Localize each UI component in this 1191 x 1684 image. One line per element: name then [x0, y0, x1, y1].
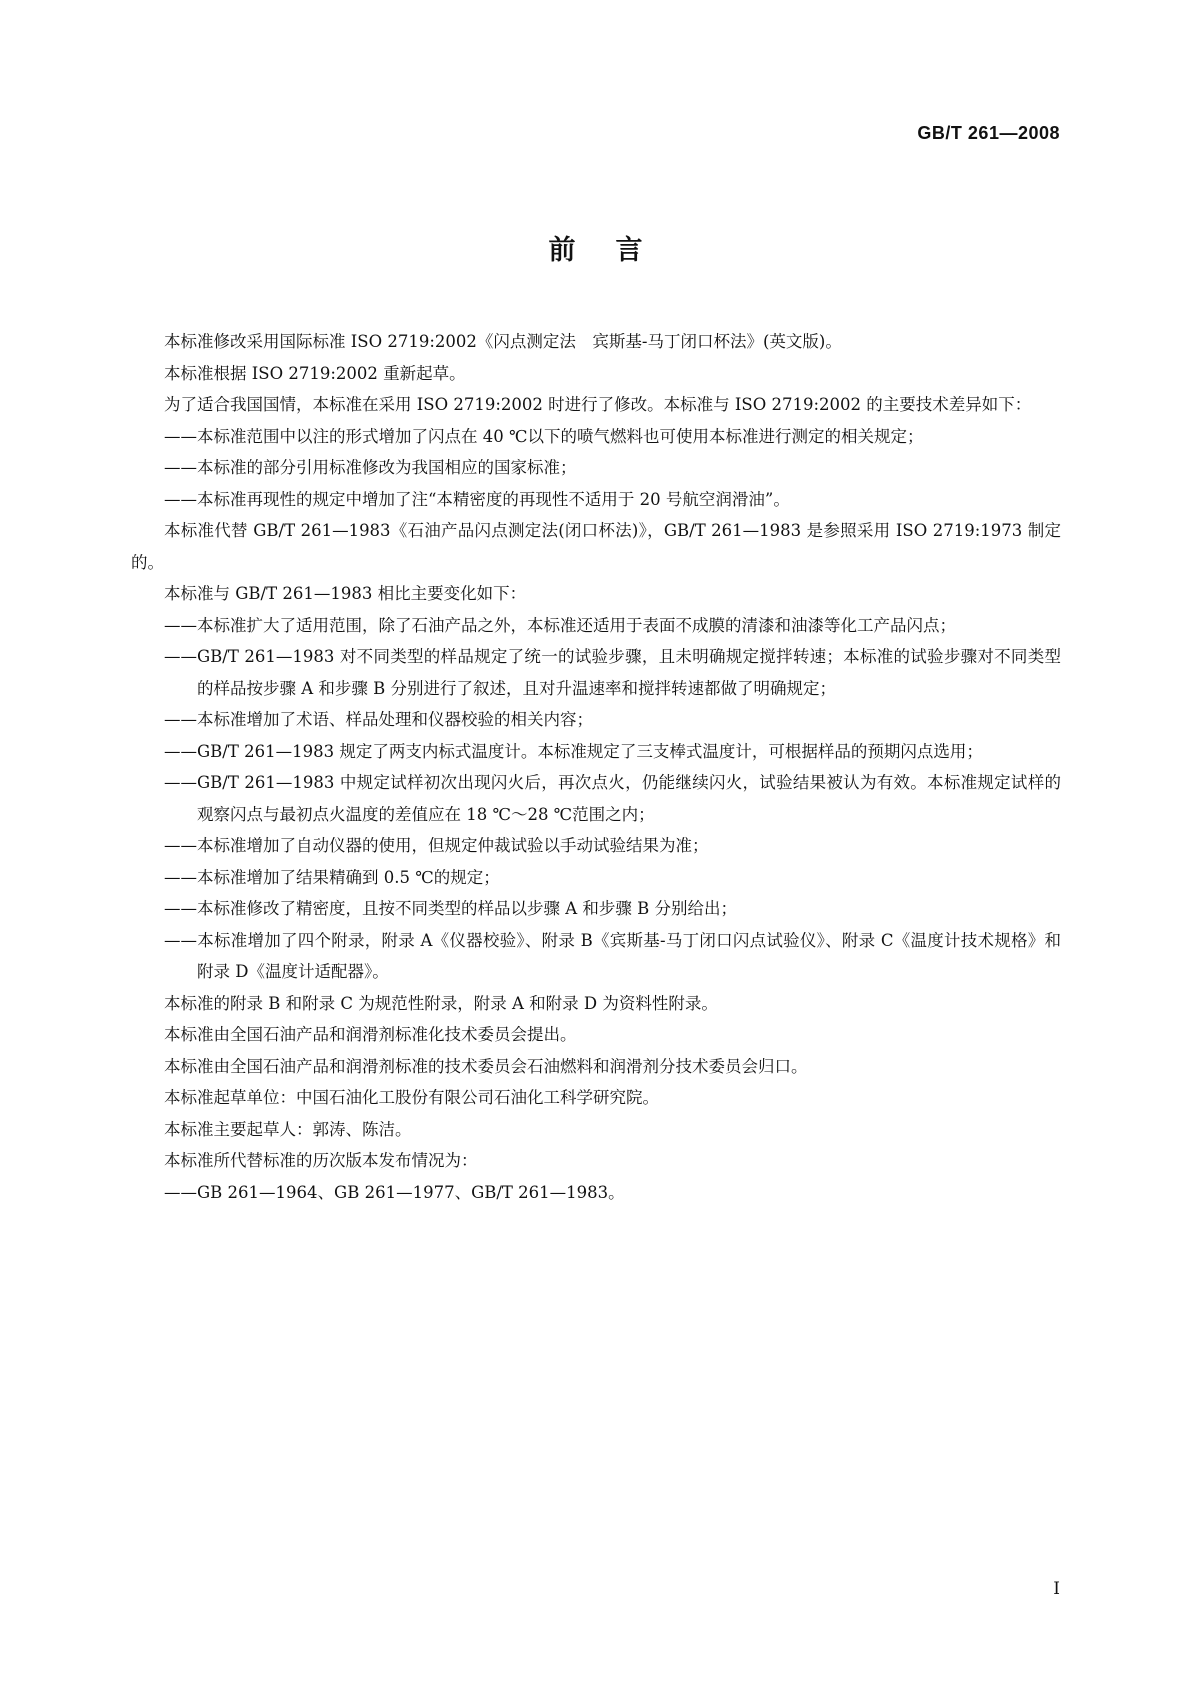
paragraph: 本标准与 GB/T 261—1983 相比主要变化如下：: [164, 584, 527, 603]
list-item: ——本标准扩大了适用范围，除了石油产品之外，本标准还适用于表面不成膜的清漆和油漆等化工产品闪点；: [164, 615, 956, 635]
list-item: ——本标准的部分引用标准修改为我国相应的国家标准；: [164, 458, 577, 477]
page-title: 前言: [548, 235, 683, 266]
list-item: ——本标准增加了术语、样品处理和仪器校验的相关内容；: [164, 710, 593, 729]
paragraph: 为了适合我国国情，本标准在采用 ISO 2719:2002 时进行了修改。本标准与 ISO 2719:2002 的主要技术差异如下：: [164, 395, 1032, 414]
paragraph: 本标准主要起草人：郭涛、陈洁。: [164, 1119, 412, 1139]
paragraph: 本标准修改采用国际标准 ISO 2719:2002《闪点测定法 宾斯基-马丁闭口杯法》(英文版)。: [164, 332, 842, 351]
list-item: ——本标准范围中以注的形式增加了闪点在 40 ℃以下的喷气燃料也可使用本标准进行测定的相关规定；: [164, 426, 924, 446]
paragraph: 本标准代替 GB/T 261—1983《石油产品闪点测定法(闭口杯法)》，GB/T 261—1983 是参照采用 ISO 2719:1973 制定的。: [131, 521, 1061, 572]
list-item: ——GB/T 261—1983 规定了两支内标式温度计。本标准规定了三支棒式温度计，可根据样品的预期闪点选用；: [164, 741, 983, 761]
page-number: I: [1053, 1579, 1060, 1599]
document-body: [131, 326, 1061, 1208]
paragraph: 本标准的附录 B 和附录 C 为规范性附录，附录 A 和附录 D 为资料性附录。: [164, 993, 718, 1013]
paragraph: 本标准由全国石油产品和润滑剂标准化技术委员会提出。: [164, 1025, 577, 1044]
list-item: ——本标准增加了四个附录，附录 A《仪器校验》、附录 B《宾斯基-马丁闭口闪点试验仪》、附录 C《温度计技术规格》和附录 D《温度计适配器》。: [164, 930, 1061, 981]
standard-code: GB/T 261—2008: [917, 123, 1060, 143]
paragraph: 本标准由全国石油产品和润滑剂标准的技术委员会石油燃料和润滑剂分技术委员会归口。: [164, 1056, 808, 1076]
list-item: ——GB 261—1964、GB 261—1977、GB/T 261—1983。: [164, 1182, 625, 1202]
paragraph: 本标准所代替标准的历次版本发布情况为：: [164, 1151, 478, 1170]
paragraph: 本标准根据 ISO 2719:2002 重新起草。: [164, 363, 466, 383]
list-item: ——GB/T 261—1983 中规定试样初次出现闪火后，再次点火，仍能继续闪火，试验结果被认为有效。本标准规定试样的观察闪点与最初点火温度的差值应在 18 ℃～28 ℃范围之内；: [164, 773, 1061, 824]
list-item: ——本标准增加了自动仪器的使用，但规定仲裁试验以手动试验结果为准；: [164, 836, 709, 855]
list-item: ——本标准再现性的规定中增加了注“本精密度的再现性不适用于 20 号航空润滑油”。: [164, 489, 790, 509]
list-item: ——GB/T 261—1983 对不同类型的样品规定了统一的试验步骤，且未明确规定搅拌转速；本标准的试验步骤对不同类型的样品按步骤 A 和步骤 B 分别进行了叙述，且对升温速率和搅拌转速都做了明确规定；: [164, 647, 1061, 698]
list-item: ——本标准增加了结果精确到 0.5 ℃的规定；: [164, 867, 500, 887]
list-item: ——本标准修改了精密度，且按不同类型的样品以步骤 A 和步骤 B 分别给出；: [164, 899, 738, 918]
paragraph: 本标准起草单位：中国石油化工股份有限公司石油化工科学研究院。: [164, 1088, 659, 1107]
